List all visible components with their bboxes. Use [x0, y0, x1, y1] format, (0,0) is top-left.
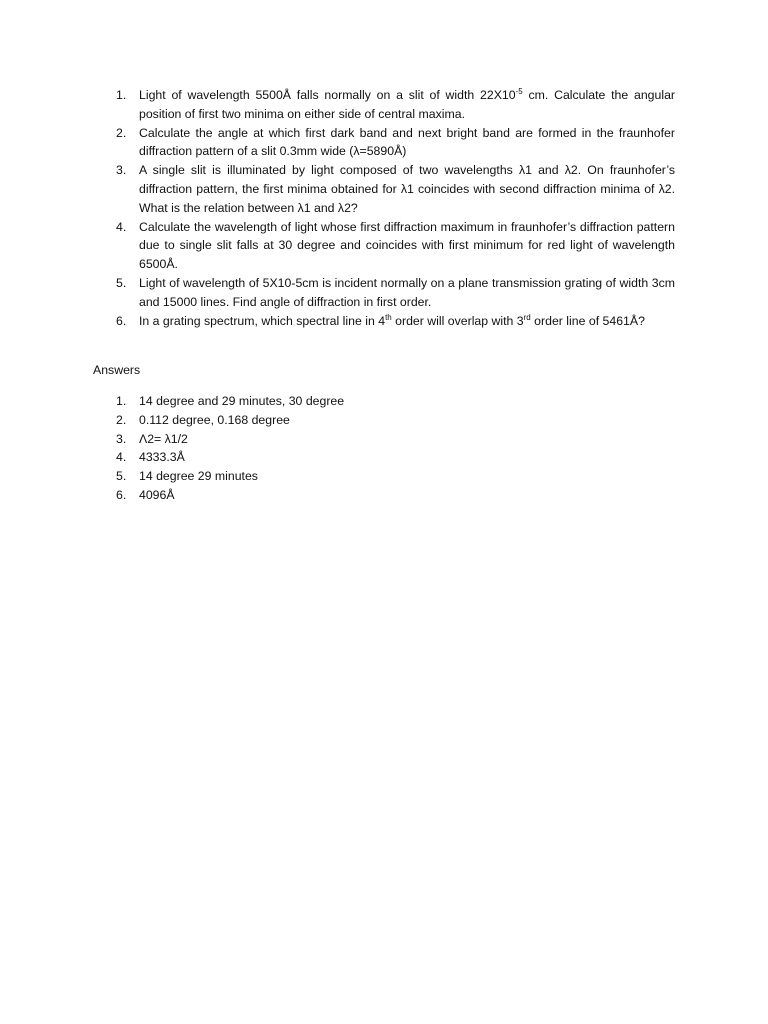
answers-heading: Answers [93, 363, 141, 377]
question-text: A single slit is illuminated by light composed of two wavelengths λ1 and λ2. On fraunhofer’s diffraction pattern, the first minima obtained for λ1 coincides with second diffraction minima of λ2. What is the relation between λ1 and λ2? [139, 163, 675, 215]
question-text: Calculate the wavelength of light whose first diffraction maximum in fraunhofer’s diffraction pattern due to single slit falls at 30 degree and coincides with first minimum for red light of wavelength 6500Å. [139, 219, 675, 272]
item-number: 6. [116, 487, 127, 502]
question-text-part: order line of 5461Å? [530, 313, 645, 328]
item-number: 4. [116, 219, 127, 234]
list-item [105, 392, 675, 411]
question-text-part: In a grating spectrum, which spectral line in 4 [139, 313, 386, 328]
superscript: rd [523, 312, 531, 322]
question-text-part: order will overlap with 3 [391, 313, 524, 328]
answer-text: 14 degree and 29 minutes, 30 degree [139, 394, 345, 408]
answer-text: 4333.3Å [139, 450, 185, 465]
question-text: Calculate the angle at which first dark band and next bright band are formed in the fraunhofer diffraction pattern of a slit 0.3mm wide (λ=5890Å) [139, 125, 675, 159]
list-item [105, 86, 675, 124]
superscript: -5 [515, 87, 523, 96]
list-item [105, 274, 675, 312]
list-item [105, 448, 675, 467]
answer-text: 0.112 degree, 0.168 degree [139, 412, 290, 427]
item-number: 3. [116, 163, 127, 178]
list-item [105, 486, 675, 505]
list-item [105, 430, 675, 449]
item-number: 1. [116, 394, 127, 408]
list-item [105, 467, 675, 486]
item-number: 4. [116, 450, 127, 465]
list-item [105, 161, 675, 217]
answer-text: 14 degree 29 minutes [139, 469, 258, 484]
question-text [139, 312, 675, 331]
question-text-part: cm. Calculate the angular position of first two minima on either side of central maxima. [139, 88, 675, 121]
item-number: 5. [116, 469, 127, 484]
list-item [105, 218, 675, 274]
list-item [105, 124, 675, 162]
answer-list [105, 392, 675, 505]
list-item [105, 411, 675, 430]
question-list [105, 86, 675, 330]
item-number: 2. [116, 125, 127, 140]
list-item [105, 312, 675, 331]
item-number: 2. [116, 412, 127, 427]
item-number: 6. [116, 313, 127, 328]
question-text-part: Light of wavelength 5500Å falls normally on a slit of width 22X10 [139, 88, 516, 102]
answer-text: Λ2= λ1/2 [139, 431, 188, 446]
question-text: Light of wavelength of 5X10-5cm is incident normally on a plane transmission grating of width 3cm and 15000 lines. Find angle of diffraction in first order. [139, 275, 675, 309]
item-number: 3. [116, 431, 127, 446]
answer-text: 4096Å [139, 487, 175, 502]
item-number: 5. [116, 275, 127, 290]
question-text [139, 86, 675, 124]
superscript: th [385, 312, 392, 322]
item-number: 1. [116, 88, 127, 102]
